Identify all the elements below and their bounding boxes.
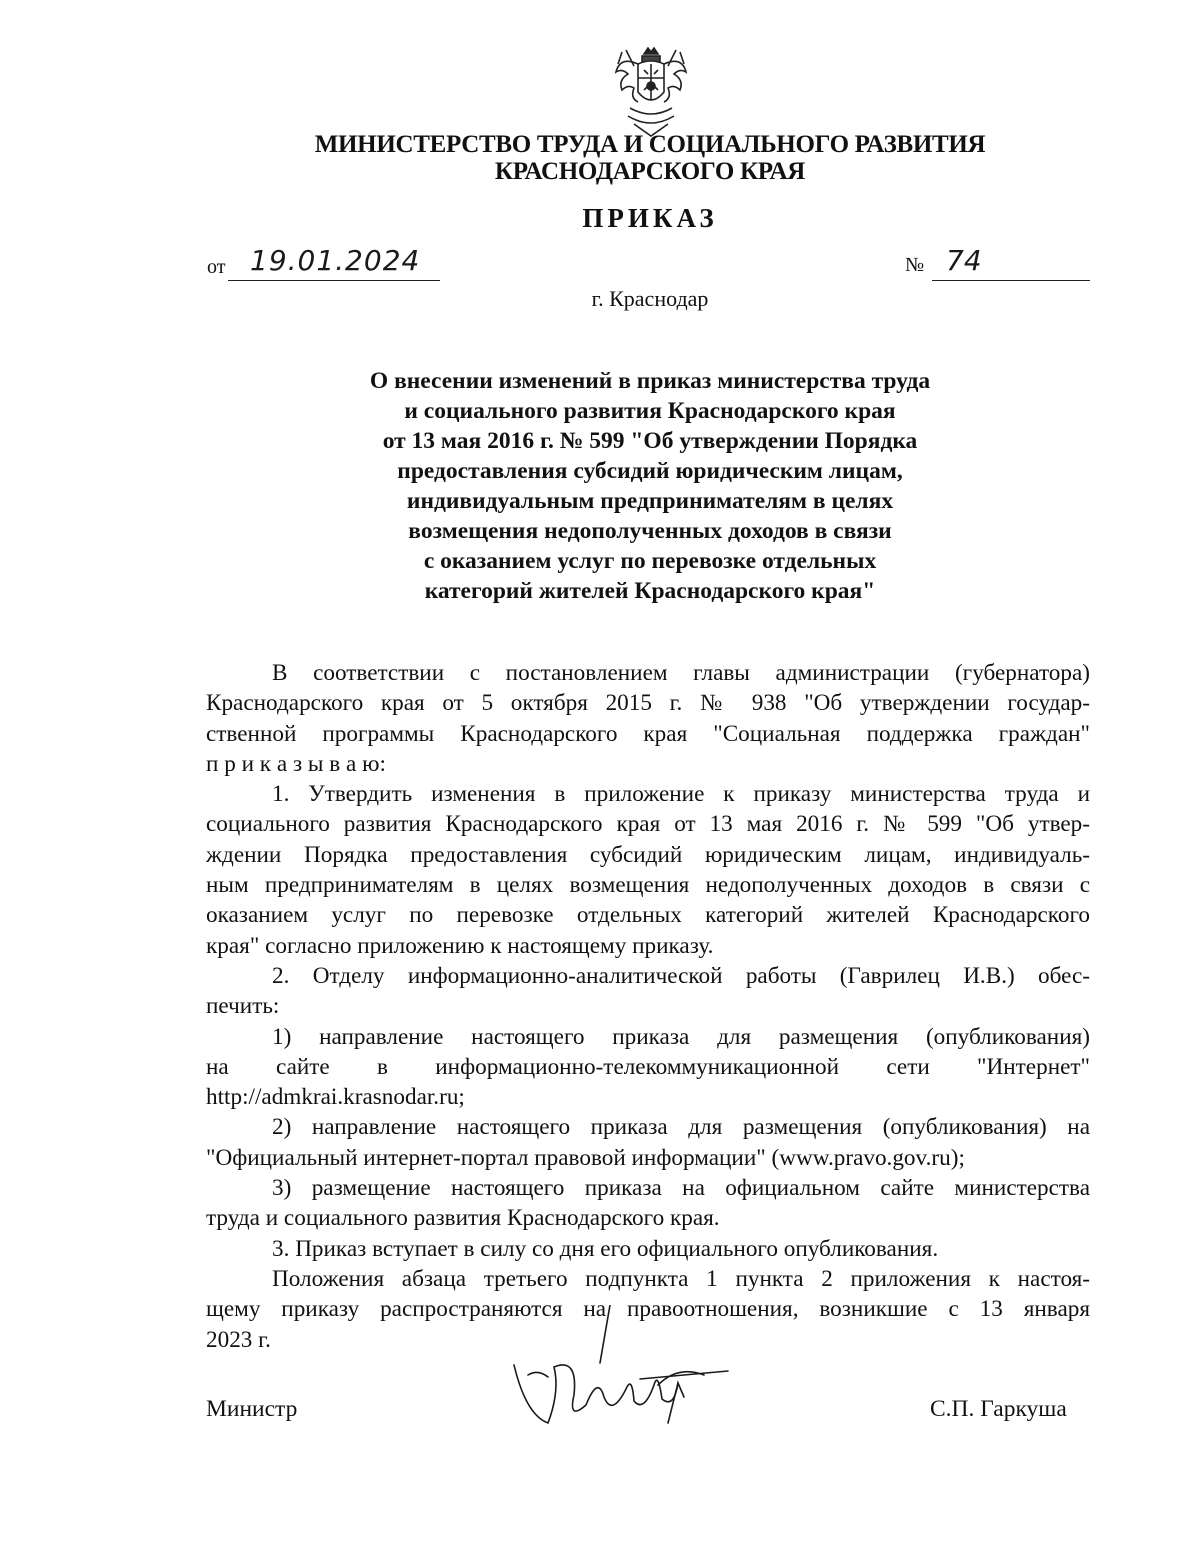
ministry-name-line1: МИНИСТЕРСТВО ТРУДА И СОЦИАЛЬНОГО РАЗВИТИЯ (314, 131, 986, 158)
number-value: 74 (946, 244, 982, 277)
signatory-title: Министр (206, 1396, 298, 1422)
coat-of-arms-icon (608, 46, 694, 138)
body-line: печить: (206, 993, 280, 1020)
subject-line: и социального развития Краснодарского края (404, 398, 896, 424)
body-line: ждении Порядка предоставления субсидий юридическим лицам, индивидуаль- (206, 841, 1090, 868)
body-line: 2023 г. (206, 1326, 271, 1353)
subject-line: индивидуальным предпринимателям в целях (406, 488, 894, 514)
subject-line: предоставления субсидий юридическим лицам, (397, 458, 903, 484)
number-label: № (905, 254, 925, 276)
body-line: труда и социального развития Краснодарского края. (206, 1205, 720, 1232)
body-line: 1. Утвердить изменения в приложение к приказу министерства труда и (272, 781, 1090, 808)
subject-line: категорий жителей Краснодарского края" (424, 578, 876, 604)
document-type: ПРИКАЗ (582, 203, 718, 233)
number-underline (932, 280, 1090, 281)
subject-line: возмещения недополученных доходов в связи (408, 518, 892, 544)
date-value: 19.01.2024 (250, 244, 421, 277)
subject-line: О внесении изменений в приказ министерства труда (369, 368, 931, 394)
signatory-name: С.П. Гаркуша (930, 1396, 1067, 1422)
date-label: от (207, 256, 226, 278)
body-line: оказанием услуг по перевозке отдельных категорий жителей Краснодарского (206, 902, 1090, 929)
body-line: ственной программы Краснодарского края "Социальная поддержка граждан" (206, 720, 1090, 747)
body-line: края" согласно приложению к настоящему приказу. (206, 932, 714, 959)
body-line: 3. Приказ вступает в силу со дня его официального опубликования. (272, 1235, 939, 1262)
date-underline (228, 280, 440, 281)
document-subject (300, 366, 1000, 606)
ministry-name-line2: КРАСНОДАРСКОГО КРАЯ (494, 158, 806, 185)
body-line: социального развития Краснодарского края от 13 мая 2016 г. № 599 "Об утвер- (206, 811, 1090, 838)
body-line: Положения абзаца третьего подпункта 1 пункта 2 приложения к настоя- (272, 1265, 1090, 1292)
subject-line: с оказанием услуг по перевозке отдельных (423, 548, 877, 574)
body-line: щему приказу распространяются на правоотношения, возникшие с 13 января (206, 1296, 1090, 1323)
body-line: п р и к а з ы в а ю: (206, 750, 386, 777)
body-line: 1) направление настоящего приказа для размещения (опубликования) (272, 1023, 1090, 1050)
body-line: http://admkrai.krasnodar.ru; (206, 1084, 465, 1111)
city: г. Краснодар (591, 286, 709, 311)
body-line: В соответствии с постановлением главы администрации (губернатора) (272, 660, 1090, 686)
body-line: ным предпринимателям в целях возмещения недополученных доходов в связи с (206, 872, 1090, 899)
body-line: 2) направление настоящего приказа для размещения (опубликования) на (272, 1114, 1090, 1141)
handwritten-signature-icon (508, 1305, 748, 1445)
body-line: Краснодарского края от 5 октября 2015 г. № 938 "Об утверждении государ- (206, 690, 1090, 717)
subject-line: от 13 мая 2016 г. № 599 "Об утверждении Порядка (382, 428, 918, 454)
body-line: "Официальный интернет-портал правовой информации" (www.pravo.gov.ru); (206, 1144, 965, 1171)
body-line: 2. Отделу информационно-аналитической работы (Гаврилец И.В.) обес- (272, 962, 1090, 989)
document-body (206, 658, 1090, 1355)
body-line: 3) размещение настоящего приказа на официальном сайте министерства (272, 1175, 1090, 1202)
body-line: на сайте в информационно-телекоммуникационной сети "Интернет" (206, 1053, 1090, 1080)
